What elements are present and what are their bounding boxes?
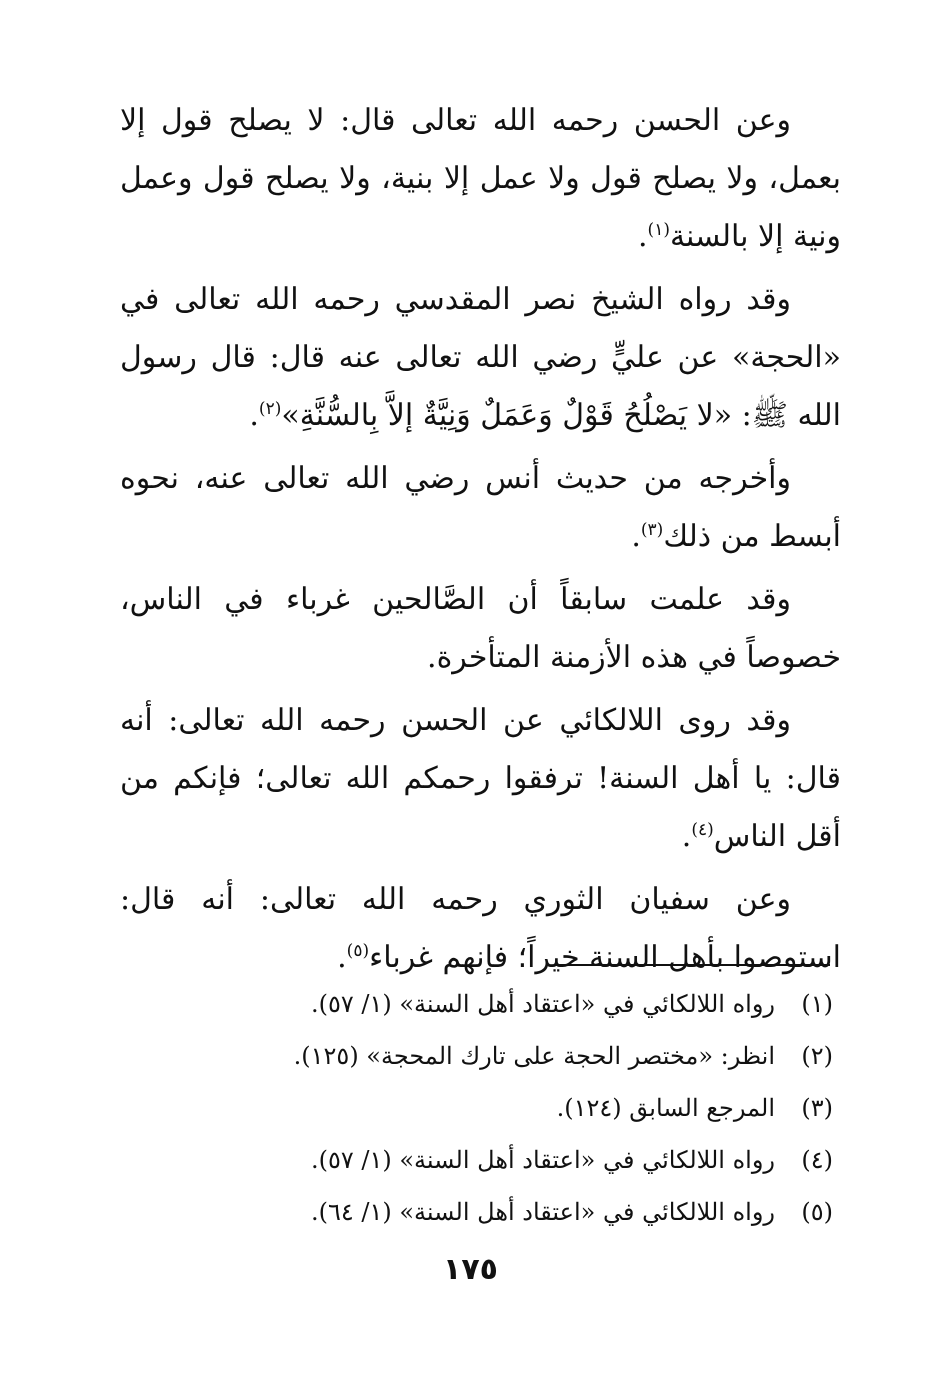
footnote-number: (٣)	[801, 1094, 833, 1122]
paragraph-text: وعن سفيان الثوري رحمه الله تعالى: أنه قال: استوصوا بأهل السنة خيراً؛ فإنهم غرباء	[120, 882, 841, 975]
paragraph	[120, 271, 841, 445]
paragraph-end: .	[631, 519, 641, 554]
paragraph	[120, 871, 841, 987]
footnote-text: رواه اللالكائي في «اعتقاد أهل السنة» (١/ ٦٤).	[310, 1198, 775, 1226]
footnote-number: (٥)	[801, 1198, 833, 1226]
footnote-number: (٤)	[801, 1146, 833, 1174]
footnote-item	[120, 1186, 833, 1238]
paragraph-end: .	[249, 398, 259, 433]
footnotes	[120, 978, 833, 1238]
paragraph	[120, 92, 841, 266]
footnote-reference: (١)	[647, 220, 670, 240]
footnote-text: رواه اللالكائي في «اعتقاد أهل السنة» (١/ ٥٧).	[310, 990, 775, 1018]
paragraph-text: وقد علمت سابقاً أن الصَّالحين غرباء في الناس، خصوصاً في هذه الأزمنة المتأخرة.	[120, 582, 841, 675]
footnote-number: (١)	[801, 990, 833, 1018]
paragraph	[120, 692, 841, 866]
footnote-divider	[554, 964, 830, 966]
paragraph-end: .	[337, 940, 347, 975]
paragraph-text: وقد رواه الشيخ نصر المقدسي رحمه الله تعالى في «الحجة» عن عليٍّ رضي الله تعالى عنه قال: قال رسول الله ﷺ: «لا يَصْلُحُ قَوْلٌ وَعَمَلٌ وَنِيَّةٌ إلاَّ بِالسُّنَّةِ»	[120, 282, 841, 433]
paragraph-text: وقد روى اللالكائي عن الحسن رحمه الله تعالى: أنه قال: يا أهل السنة! ترفقوا رحمكم الله تعالى؛ فإنكم من أقل الناس	[120, 703, 841, 854]
footnote-item	[120, 1134, 833, 1186]
footnote-reference: (٤)	[691, 820, 714, 840]
paragraph-text: وأخرجه من حديث أنس رضي الله تعالى عنه، نحوه أبسط من ذلك	[120, 461, 841, 554]
paragraph-end: .	[681, 819, 692, 854]
footnote-text: رواه اللالكائي في «اعتقاد أهل السنة» (١/ ٥٧).	[310, 1146, 775, 1174]
paragraph-text: وعن الحسن رحمه الله تعالى قال: لا يصلح قول إلا بعمل، ولا يصلح قول ولا عمل إلا بنية، ولا يصلح قول وعمل ونية إلا بالسنة	[120, 103, 841, 254]
footnote-reference: (٢)	[258, 399, 282, 419]
footnote-item	[120, 978, 833, 1030]
footnote-item	[120, 1082, 833, 1134]
footnote-reference: (٣)	[640, 520, 664, 540]
footnote-text: انظر: «مختصر الحجة على تارك المحجة» (١٢٥).	[293, 1042, 775, 1070]
paragraph	[120, 571, 841, 687]
paragraph-end: .	[638, 219, 648, 254]
page-number: ١٧٥	[443, 1252, 498, 1287]
footnote-reference: (٥)	[346, 941, 370, 961]
footnote-number: (٢)	[801, 1042, 833, 1070]
paragraph	[120, 450, 841, 566]
footnote-text: المرجع السابق (١٢٤).	[556, 1094, 775, 1122]
footnote-item	[120, 1030, 833, 1082]
main-text	[120, 92, 841, 992]
